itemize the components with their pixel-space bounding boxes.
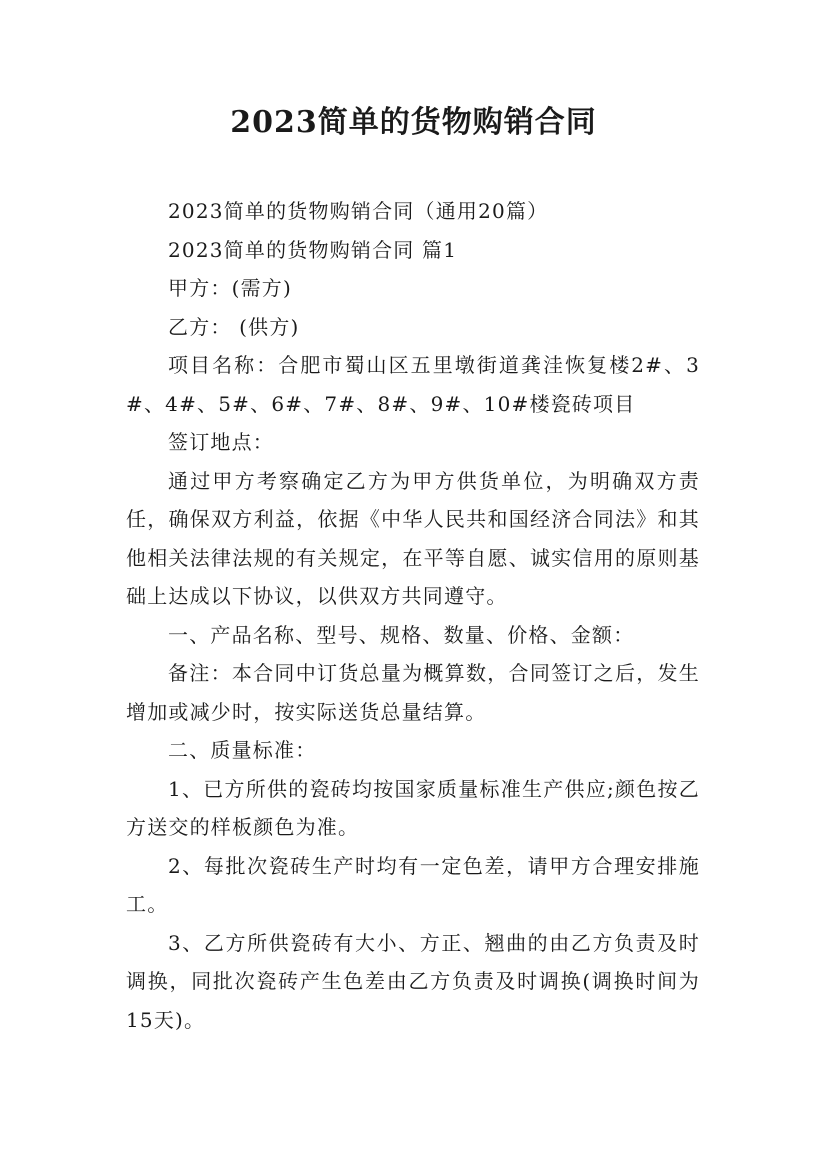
paragraph-clause-3: 3、乙方所供瓷砖有大小、方正、翘曲的由乙方负责及时调换，同批次瓷砖产生色差由乙方负责及时调换(调换时间为15天)。 xyxy=(126,930,700,1032)
paragraph-remark: 备注：本合同中订货总量为概算数，合同签订之后，发生增加或减少时，按实际送货总量结算。 xyxy=(126,661,700,724)
paragraph-article-one: 一、产品名称、型号、规格、数量、价格、金额： xyxy=(168,622,635,647)
paragraph-section-heading: 2023简单的货物购销合同 篇1 xyxy=(168,237,458,262)
document-body xyxy=(126,192,700,1039)
paragraph-clause-1: 1、已方所供的瓷砖均按国家质量标准生产供应;颜色按乙方送交的样板颜色为准。 xyxy=(126,776,700,839)
paragraph-signing-place: 签订地点： xyxy=(168,430,274,454)
paragraph-subtitle: 2023简单的货物购销合同（通用20篇） xyxy=(168,199,549,223)
paragraph-party-a: 甲方：(需方) xyxy=(168,276,293,300)
paragraph-clause-2: 2、每批次瓷砖生产时均有一定色差，请甲方合理安排施工。 xyxy=(126,853,700,916)
paragraph-preamble: 通过甲方考察确定乙方为甲方供货单位，为明确双方责任，确保双方利益，依据《中华人民共和国经济合同法》和其他相关法律法规的有关规定，在平等自愿、诚实信用的原则基础上达成以下协议，以供双方共同遵守。 xyxy=(126,468,700,608)
document-title: 2023简单的货物购销合同 xyxy=(230,105,597,140)
paragraph-project-name: 项目名称：合肥市蜀山区五里墩街道龚洼恢复楼2#、3#、4#、5#、6#、7#、8#、9#、10#楼瓷砖项目 xyxy=(126,353,700,416)
paragraph-party-b: 乙方： (供方) xyxy=(168,314,300,339)
paragraph-article-two: 二、质量标准： xyxy=(168,738,317,762)
